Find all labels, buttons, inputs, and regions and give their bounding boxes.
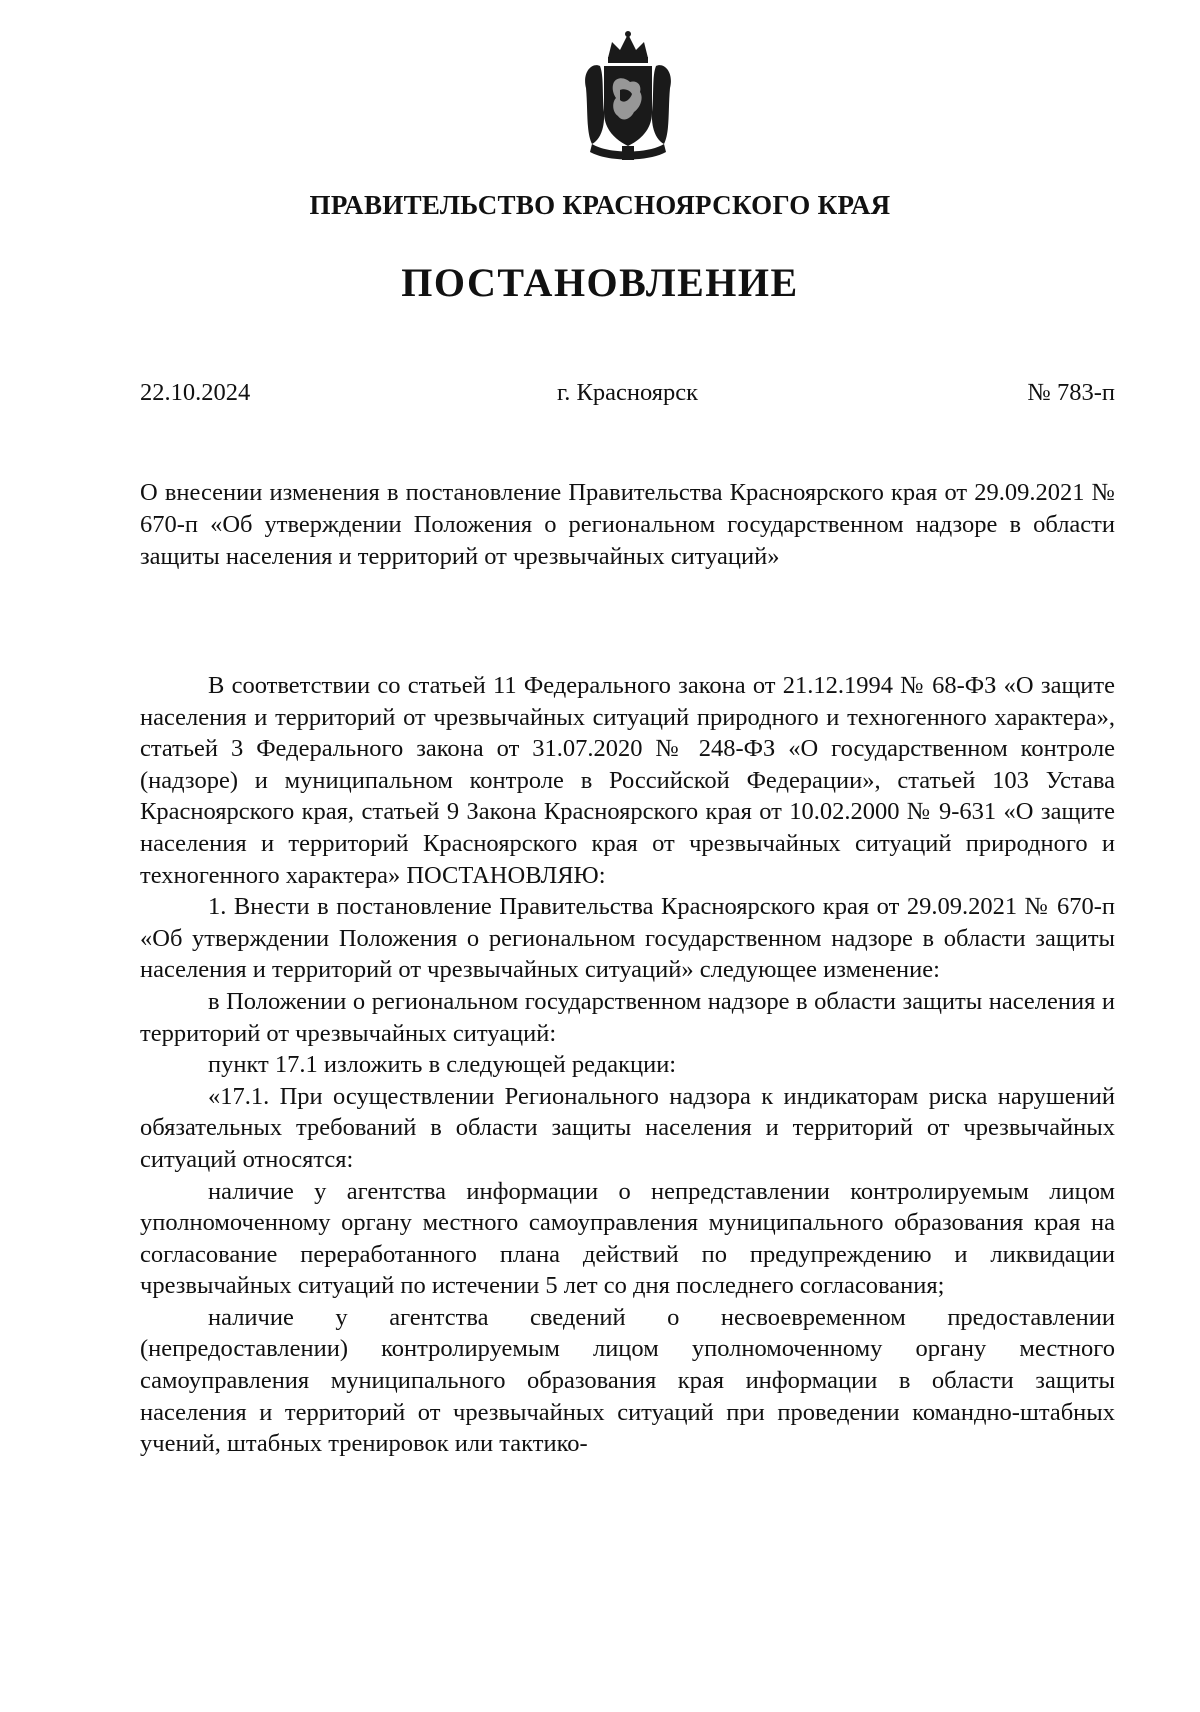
body-paragraph: в Положении о региональном государственном надзоре в области защиты населения и территорий от чрезвычайных ситуаций:	[140, 987, 1115, 1047]
body-paragraph: «17.1. При осуществлении Регионального надзора к индикаторам риска нарушений обязательных требований в области защиты населения и территорий от чрезвычайных ситуаций относятся:	[140, 1082, 1115, 1173]
document-subject	[140, 477, 1115, 573]
krasnoyarsk-coat-of-arms-icon	[578, 28, 678, 164]
body-paragraph: наличие у агентства сведений о несвоевременном предоставлении (непредоставлении) контролируемым лицом уполномоченному органу местного самоуправления муниципального образования края информации в области защиты населения и территорий от чрезвычайных ситуаций при проведении командно-штабных учений, штабных тренировок или тактико-	[140, 1303, 1115, 1458]
document-date: 22.10.2024	[140, 379, 251, 406]
body-paragraph: 1. Внести в постановление Правительства Красноярского края от 29.09.2021 № 670-п «Об утверждении Положения о региональном государственном надзоре в области защиты населения и территорий от чрезвычайных ситуаций» следующее изменение:	[140, 893, 1115, 984]
document-body	[140, 670, 1115, 1460]
body-paragraph: наличие у агентства информации о непредставлении контролируемым лицом уполномоченному органу местного самоуправления муниципального образования края на согласование переработанного плана действий по предупреждению и ликвидации чрезвычайных ситуаций по истечении 5 лет со дня последнего согласования;	[140, 1177, 1115, 1300]
document-meta-row	[140, 377, 1115, 409]
document-type-title: ПОСТАНОВЛЕНИЕ	[401, 260, 799, 305]
document-city: г. Красноярск	[556, 379, 699, 406]
body-paragraph: пункт 17.1 изложить в следующей редакции:	[208, 1051, 677, 1079]
government-name: ПРАВИТЕЛЬСТВО КРАСНОЯРСКОГО КРАЯ	[309, 190, 891, 220]
subject-text: О внесении изменения в постановление Правительства Красноярского края от 29.09.2021 № 670-п «Об утверждении Положения о региональном государственном надзоре в области защиты населения и территорий от чрезвычайных ситуаций»	[140, 479, 1115, 570]
body-paragraph: В соответствии со статьей 11 Федерального закона от 21.12.1994 № 68-ФЗ «О защите населения и территорий от чрезвычайных ситуаций природного и техногенного характера», статьей 3 Федерального закона от 31.07.2020 № 248-ФЗ «О государственном контроле (надзоре) и муниципальном контроле в Российской Федерации», статьей 103 Устава Красноярского края, статьей 9 Закона Красноярского края от 10.02.2000 № 9-631 «О защите населения и территорий Красноярского края от чрезвычайных ситуаций природного и техногенного характера» ПОСТАНОВЛЯЮ:	[140, 672, 1115, 889]
document-number: № 783-п	[1027, 379, 1115, 406]
